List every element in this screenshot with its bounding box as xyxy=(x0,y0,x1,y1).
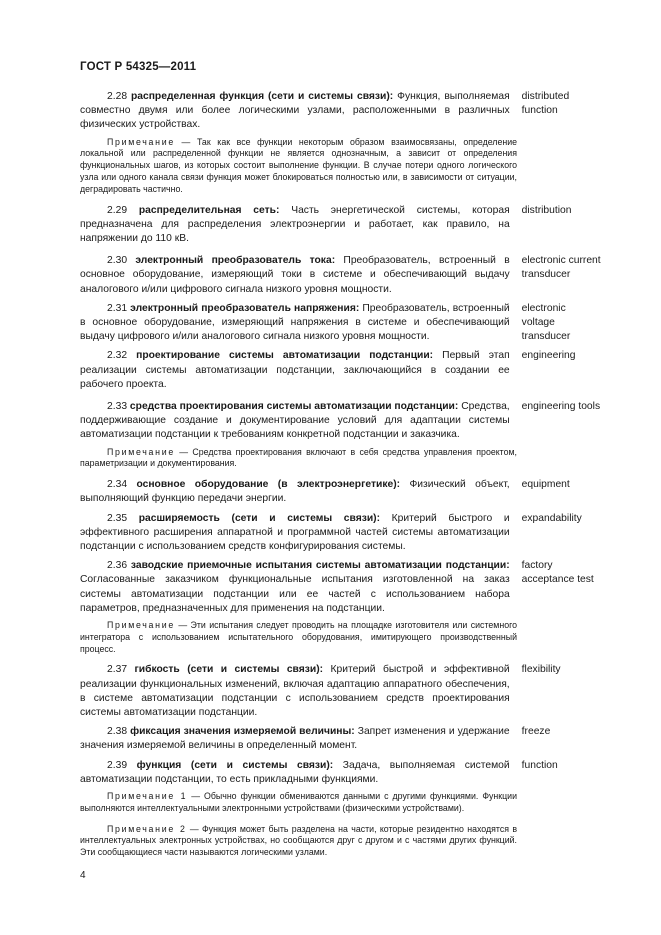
note-text: — Эти испытания следует проводить на площадке изготовителя или системного интегратора с использованием испытательного оборудования, имитирующего производственный процесс. xyxy=(80,620,517,654)
note-label: Примечание 2 xyxy=(107,823,187,834)
note-2-36 xyxy=(80,620,517,655)
term-english xyxy=(522,663,620,677)
note-text: — Функция может быть разделена на части, которые резидентно находятся в интеллектуальных электронных устройствах, но сообщаются друг с другом и с частями других функций. Эти сообщающиеся части называются логическими узлами. xyxy=(80,823,517,858)
term-entry-2-37 xyxy=(80,663,620,720)
term-english-line: engineering tools xyxy=(521,401,601,413)
term-entry-2-29 xyxy=(80,204,620,247)
term-title: средства проектирования системы автоматизации подстанции: xyxy=(129,401,459,413)
term-entry-2-34 xyxy=(80,478,620,506)
note-2-39-2 xyxy=(80,824,517,859)
term-entry-2-31 xyxy=(80,302,620,345)
term-english xyxy=(522,512,620,526)
note-label: Примечание 1 xyxy=(107,791,188,802)
term-title: распределенная функция (сети и системы связи): xyxy=(130,91,394,102)
term-definition: Критерий быстрой и эффективной реализации функциональных изменений, включая адаптацию аппаратного обеспечения, в системе автоматизации подстанции с использованием средств проектирования системы автоматизации подстанции. xyxy=(80,664,510,719)
term-definition: Запрет изменения и удержание значения измеряемой величины в определенный момент. xyxy=(80,726,510,752)
term-entry-2-39 xyxy=(80,759,620,787)
term-definition: Преобразователь, встроенный в основное оборудование, измеряющий токи в системе и обеспечивающий выдачу аналогового и/или цифрового сигнала низкого уровня мощности. xyxy=(80,255,510,295)
term-english xyxy=(522,204,620,218)
terms-section xyxy=(80,90,620,859)
term-number: 2.35 xyxy=(107,512,128,524)
term-english-line: function xyxy=(521,105,558,117)
term-english-line: equipment xyxy=(521,479,570,491)
term-entry-2-38 xyxy=(80,725,620,753)
note-label: Примечание xyxy=(107,446,175,457)
term-title: электронный преобразователь напряжения: xyxy=(130,302,360,314)
term-title: заводские приемочные испытания системы автоматизации подстанции: xyxy=(130,560,510,572)
term-entry-2-33 xyxy=(80,400,620,443)
term-title: гибкость (сети и системы связи): xyxy=(134,664,324,676)
term-english-line: function xyxy=(521,759,558,771)
term-english-line: acceptance test xyxy=(521,574,594,586)
term-number: 2.31 xyxy=(107,302,128,314)
term-definition: Согласованные заказчиком функциональные испытания изготовленной на заказ системы автоматизации подстанции или ее частей с использованием набора параметров, предназначенных для применения на подстанции. xyxy=(80,574,510,614)
term-number: 2.39 xyxy=(107,759,128,771)
term-entry-2-36 xyxy=(80,559,620,616)
term-english-line: voltage xyxy=(521,317,555,329)
term-english-line: electronic current xyxy=(521,255,601,267)
term-entry-2-30 xyxy=(80,254,620,297)
term-english xyxy=(522,559,620,587)
term-title: основное оборудование (в электроэнергетике): xyxy=(136,479,401,491)
term-definition: Первый этап реализации системы автоматизации подстанции, заключающийся в создании ее рабочего проекта. xyxy=(80,350,510,390)
term-english xyxy=(522,302,620,345)
term-title: фиксация значения измеряемой величины: xyxy=(130,726,355,738)
term-title: распределительная сеть: xyxy=(138,204,280,216)
term-number: 2.30 xyxy=(107,255,128,267)
note-label: Примечание xyxy=(107,136,175,147)
term-title: расширяемость (сети и системы связи): xyxy=(138,512,381,524)
term-entry-2-35 xyxy=(80,512,620,555)
term-english-line: transducer xyxy=(521,269,571,281)
term-english-line: factory xyxy=(521,560,553,572)
term-number: 2.36 xyxy=(107,560,128,572)
term-definition: Часть энергетической системы, которая предназначена для распределения электроэнергии и работает, как правило, на напряжении до 110 кВ. xyxy=(80,204,510,244)
term-english-line: flexibility xyxy=(521,664,561,676)
term-number: 2.33 xyxy=(107,401,128,413)
term-english-line: distribution xyxy=(521,204,572,216)
note-text: — Средства проектирования включают в себя средства управления проектом, параметризации и документирования. xyxy=(80,446,517,469)
term-english-line: expandability xyxy=(521,512,582,524)
term-number: 2.34 xyxy=(107,479,128,491)
page-number: 4 xyxy=(80,870,86,881)
term-title: электронный преобразователь тока: xyxy=(135,255,336,267)
term-title: функция (сети и системы связи): xyxy=(136,759,334,771)
term-english xyxy=(522,759,620,773)
term-english xyxy=(522,349,620,363)
term-english xyxy=(522,254,620,282)
term-english xyxy=(522,90,620,118)
term-entry-2-28 xyxy=(80,90,620,133)
note-2-28 xyxy=(80,137,517,196)
term-definition: Физический объект, выполняющий функцию передачи энергии. xyxy=(80,479,510,505)
term-definition: Задача, выполняемая системой автоматизации подстанции, то есть прикладными функциями. xyxy=(80,759,510,785)
term-english-line: electronic xyxy=(521,302,566,314)
note-2-33 xyxy=(80,447,517,471)
document-header: ГОСТ Р 54325—2011 xyxy=(80,61,197,73)
note-2-39-1 xyxy=(80,791,517,815)
term-english xyxy=(522,725,620,739)
term-english-line: freeze xyxy=(521,726,551,738)
term-entry-2-32 xyxy=(80,349,620,392)
term-number: 2.29 xyxy=(107,204,128,216)
note-text: — Обычно функции обмениваются данными с другими функциями. Функции выполняются интеллектуальными электронными устройствами (физическими устройствами). xyxy=(80,791,517,813)
term-number: 2.28 xyxy=(107,91,128,102)
term-english-line: transducer xyxy=(521,331,571,343)
term-english-line: distributed xyxy=(521,91,570,102)
term-number: 2.37 xyxy=(107,664,128,676)
term-title: проектирование системы автоматизации подстанции: xyxy=(136,350,434,362)
term-definition: Функция, выполняемая совместно двумя или более логическими узлами, расположенными в различных физических устройствах. xyxy=(80,91,510,131)
term-number: 2.32 xyxy=(107,350,128,362)
term-definition: Средства, поддерживающие создание и документирование условий для адаптации системы автоматизации подстанции к требованиям конкретной подстанции и заказчика. xyxy=(80,401,510,441)
term-english xyxy=(522,478,620,492)
term-definition: Критерий быстрого и эффективного расширения аппаратной и программной частей системы автоматизации подстанции с использованием средств конфигурирования системы. xyxy=(80,512,510,553)
term-number: 2.38 xyxy=(107,726,128,738)
term-definition: Преобразователь, встроенный в основное оборудование, измеряющий напряжения в системе и обеспечивающий выдачу цифрового и/или аналогового сигнала низкого уровня мощности. xyxy=(80,302,510,343)
note-label: Примечание xyxy=(107,620,175,631)
term-english xyxy=(522,400,620,414)
term-english-line: engineering xyxy=(521,350,576,362)
note-text: — Так как все функции некоторым образом взаимосвязаны, определение локальной или распределенной функции не является однозначным, а зависит от определения функциональных шагов, из которых состоит выполнение функции. В случае потери одного логического узла или одного канала связи функция может блокироваться полностью или, в зависимости от ситуации, деградировать частично. xyxy=(80,136,517,194)
